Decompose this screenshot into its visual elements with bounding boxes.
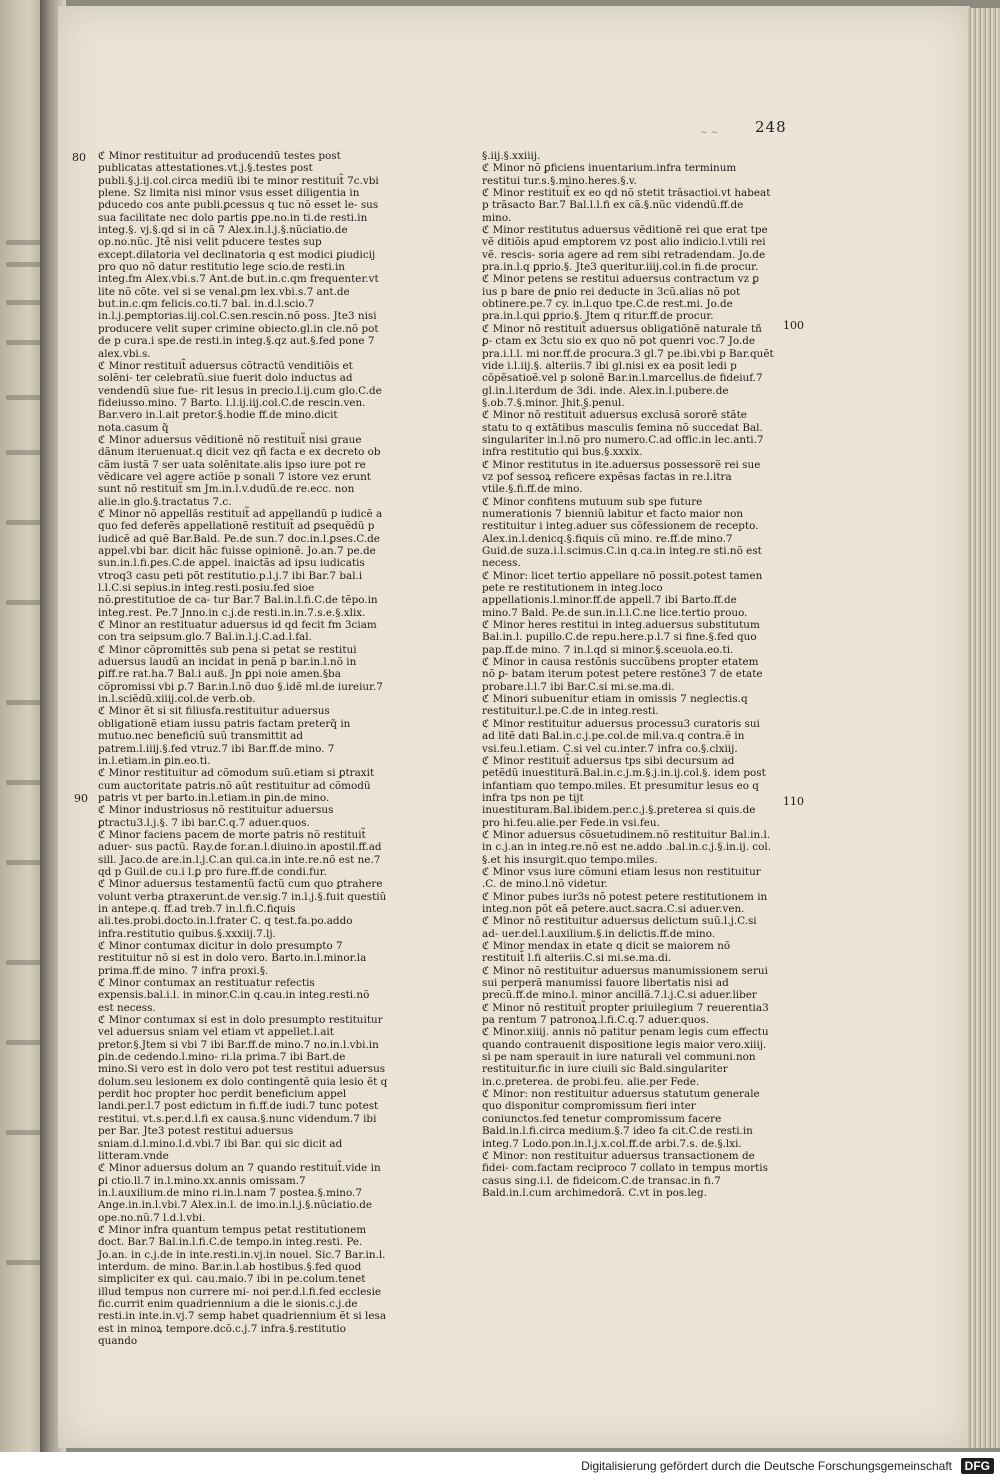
- paragraph: ℭ Minor heres restitui in integ.aduersus substitutum Bal.in.l. pupillo.C.de repu.here.p.l.7 si fine.§.fed quo pap.ff.de mino. 7 in.l.qd si minor.§.sceuola.eo.ti.: [482, 619, 760, 656]
- paragraph: ℭ Minor cõpromittẽs sub pena si petat se restitui aduersus laudũ an incidat in penã p bar.in.l.nõ in ꝑiff.re rat.ha.7 Bal.i auß. Jn ꝑpi noie amen.§ba cõpromissi vbi ꝑ.7 Bar.in.l.nõ duo §.idẽ ml.de iureiur.7 in.l.sciẽdũ.xiiij.col.de verb.ob.: [98, 643, 383, 706]
- paragraph: ℭ Minor nõ restituit̃ aduersus exclusã sororẽ stãte statu to q extãtibus masculis femina nõ succedat Bal. singulariter in.l.nõ pro numero.C.ad offic.in lec.anti.7 infra restitutio qui bus.§.xxxix.: [482, 409, 764, 459]
- paragraph: ℭ Minor aduersus cõsuetudinem.nõ restituitur Bal.in.l. in c.j.an in integ.re.nõ est ne.addo .bal.in.c.j.§.in.ij. col. §.et his insurgit.quo tempo.miles.: [482, 828, 772, 866]
- paragraph: ℭ Minor restituit̃ aduersus tps sibi decursum ad petẽdũ inuestiturã.Bal.in.c.j.m.§.j.in.ij.col.§. idem post infantiam quo tempo.miles. Et presumitur lesus eo q infra tps non pe tijt inuestituram.Bal.ibidem.per.c.j.§.preterea si quis.de pro hi.feu.alie.per Fede.in vsi.feu.: [482, 754, 766, 829]
- paragraph: ℭ Minor: non restituitur aduersus statutum generale quo disponitur compromissum fieri inter coniunctos.fed tenetur compromissum facere Bald.in.l.fi.circa medium.§.7 ideo fa cit.C.de resti.in integ.7 Lodo.pon.in.l.j.x.col.ff.de arbi.7.s. de.§.lxi.: [482, 1088, 760, 1150]
- signature-mark: ~ ~: [700, 128, 718, 138]
- footer-bar: [0, 1452, 1000, 1480]
- paragraph: ℭ Minor nõ restituitur aduersus delictum suũ.l.j.C.si ad- uer.del.l.auxilium.§.in delictis.ff.de mino.: [482, 915, 757, 940]
- paragraph: ℭ Minor restitutus in ite.aduersus possessorẽ rei sue vz pof sessoꝝ reficere expẽsas factas in re.l.itra vtile.§.fi.ff.de mino.: [482, 458, 761, 496]
- paragraph: §.iij.§.xxiiij.: [482, 150, 541, 162]
- paragraph: ℭ Minor restituitur ad cõmodum suũ.etiam si ꝑtraxit cum auctoritate patris.nõ aũt restituitur ad cõmodũ patris vt per barto.in.l.etiam.in ꝑin.de mino.: [98, 767, 375, 804]
- paragraph: ℭ Minor: licet tertio appellare nõ possit.potest tamen pete re restitutionem in integ.loco appellationis.l.minor.ff.de appell.7 ibi Barto.ff.de mino.7 Bald. Pe.de sun.in.l.l.C.ne lice.tertio prouo.: [482, 569, 763, 619]
- dfg-logo: DFG: [961, 1458, 994, 1474]
- right-text-column: [482, 150, 774, 1199]
- paragraph: ℭ Minor restituit̃ aduersus cõtractũ venditiõis et solẽni- ter celebratũ.siue fuerit dolo inductus ad vendendũ siue fue- rit lesus in precio.l.ij.cum glo.C.de fideiusso.mino. 7 Barto. l.l.ij.iij.col.C.de rescin.ven. Bar.vero in.l.ait pretor.§.hodie ff.de mino.dicit nota.casum q̃: [98, 359, 382, 434]
- paragraph: ℭ Minor restituit̃ ex eo qd nõ stetit trãsactioi.vt habeat p trãsacto Bar.7 Bal.l.l.fi ex cã.§.nũc videndũ.ff.de mino.: [482, 187, 771, 224]
- paragraph: ℭ Minor contumax an restituatur refectis expensis.bal.i.l. in minor.C.in q.cau.in integ.resti.nõ est necess.: [98, 977, 370, 1014]
- paragraph: ℭ Minor: non restituitur aduersus transactionem de fidei- com.factam reciproco 7 collato in tempus mortis casus sing.i.l. de fideicom.C.de transac.in fi.7 Bald.in.l.cum archimedorã. C.vt in pos.leg.: [482, 1149, 768, 1199]
- paragraph: ℭ Minor an restituatur aduersus id qd fecit fm 3ciam con tra seipsum.glo.7 Bal.in.l.j.C.ad.l.fal.: [98, 619, 377, 644]
- footer-credit: Digitalisierung gefördert durch die Deutsche Forschungsgemeinschaft: [581, 1459, 952, 1473]
- paragraph: ℭ Minor restituitur ad producendũ testes post publicatas attestationes.vt.j.§.testes post publi.§.j.ij.col.circa mediũ ibi te minor restituit̃ 7c.vbi plene. Sz limita nisi minor vsus esset diligentia in pducedo cos ante publi.ꝑcessus q tuc nõ esset le- sus sua facilitate nec dolo partis ꝑpe.no.in ti.de resti.in integ.§. vj.§.qd si in cã 7 Alex.in.l.j.§.nũciatio.de op.no.nũc. Jtẽ nisi velit pducere testes sup except.dilatoria vel declinatoria q est modici ꝑiudicij pro quo nõ datur restitutio lege scio.de resti.in integ.fm Alex.vbi.s.7 Ant.de but.in.c.qm frequenter.vt lite nõ cõte. vel si se venal.ꝑm lex.vbi.s.7 ant.de but.in.c.qm felicis.co.ti.7 bal. in.d.l.scio.7 in.l.j.ꝑemptorias.iij.col.C.sen.rescin.nõ poss. Jte3 nisi producere velit super crimine obiecto.gl.in cle.nõ pot de p cura.i spe.de resti.in integ.§.qz aut.§.fed pone 7 alex.vbi.s.: [98, 150, 379, 360]
- left-text-column: [98, 150, 388, 1347]
- folio-number: 248: [755, 118, 787, 136]
- paragraph: ℭ Minor confitens mutuum sub spe future numerationis 7 bienniũ labitur et facto maior non restituitur i integ.aduer sus cõfessionem de recepto. Alex.in.l.denicq.§.fiquis cũ mino. re.ff.de mino.7 Guid.de suza.i.l.scimus.C.in q.ca.in integ.re sti.nõ est necess.: [482, 495, 762, 570]
- paragraph: ℭ Minor petens se restitui aduersus contractum vz ꝑ ius p bare de ꝑnio rei deducte in 3cũ.alias nõ pot obtinere.pe.7 cy. in.l.quo tpe.C.de rest.mi. Jo.de pra.in.l.qui ꝑprio.§. Jtem q ritur.ff.de procur.: [482, 273, 759, 323]
- paragraph: ℭ Minor nõ ꝑficiens inuentarium.infra terminum restitui tur.s.§.mino.heres.§.v.: [482, 162, 737, 187]
- paragraph: ℭ Minor contumax si est in dolo presumpto restituitur vel aduersus sniam vel etiam vt appellet.l.ait pretor.§.Jtem si vbi 7 ibi Bar.ff.de mino.7 no.in.l.vbi.in ꝑin.de cedendo.l.mino- ri.la prima.7 ibi Bart.de mino.Si vero est in dolo vero pot test restitui aduersus dolum.seu lesionem ex dolo contingentẽ quia lesio ẽt q perdit hoc propter hoc perdit beneficium appel landi.per.l.7 post edictum in fi.ff.de iudi.7 tunc potest restitui. vt.s.per.d.l.fi ex causa.§.nunc videndum.7 ibi per Bar. Jte3 potest restitui aduersus sniam.d.l.mino.l.d.vbi.7 ibi Bar. qui sic dicit ad litteram.vnde: [98, 1014, 388, 1162]
- paragraph: ℭ Minor restitutus aduersus vẽditionẽ rei que erat tpe vẽ ditiõis apud emptorem vz post alio indicio.l.vtili rei vẽ. rescis- soria agere ad rem sibi retradendam. Jo.de pra.in.l.q ꝑprio.§. Jte3 queritur.iiij.col.in fi.de procur.: [482, 224, 768, 274]
- paragraph: ℭ Minori subuenitur etiam in omissis 7 neglectis.q restituitur.l.pe.C.de in integ.resti.: [482, 693, 748, 718]
- margin-number: 100: [783, 319, 804, 332]
- paragraph: ℭ Minor nõ restituitur aduersus manumissionem serui sui perperã manumissi fauore libertatis nisi ad precũ.ff.de mino.l. minor ancillã.7.l.j.C.si aduer.liber: [482, 964, 768, 1002]
- paragraph: ℭ Minor infra quantum tempus petat restitutionem doct. Bar.7 Bal.in.l.fi.C.de tempo.in integ.resti. Pe. Jo.an. in c.j.de in inte.resti.in.vj.in nouel. Sic.7 Bar.in.l. interdum. de mino. Bar.in.l.ab hostibus.§.fed quod simpliciter ex qui. cau.maio.7 ibi in pe.colum.tenet illud tempus non currere mi- noi per.d.l.fi.fed ecclesie fic.currit enim quadriennium a die le sionis.c.j.de resti.in inte.in.vj.7 semp habet quadriennium ẽt si lesa est in minoꝝ tempore.dcõ.c.j.7 infra.§.restitutio quando: [98, 1223, 387, 1347]
- margin-number: 90: [74, 792, 88, 805]
- paragraph: ℭ Minor faciens pacem de morte patris nõ restituit̃ aduer- sus pactũ. Ray.de for.an.l.diuino.in apostil.ff.ad sill. Jaco.de are.in.l.j.C.an qui.ca.in inte.re.nõ est ne.7 qd p Guil.de cu.i l.ꝑ pro fure.ff.de condi.fur.: [98, 828, 382, 878]
- paragraph: ℭ Minor in causa restõnis succũbens propter etatem nõ ꝑ- batam iterum potest petere restõne3 7 de etate probare.l.l.7 ibi Bar.C.si mi.se.ma.di.: [482, 656, 763, 693]
- paragraph: ℭ Minor nõ restituit̃ propter priuilegium 7 reuerentia3 pa rentum 7 patronoꝝ.l.fi.C.q.7 aduer.quos.: [482, 1001, 769, 1027]
- paragraph: ℭ Minor aduersus dolum an 7 quando restituit̃.vide in ꝑi ctio.ll.7 in.l.mino.xx.annis omissam.7 in.l.auxilium.de mino ri.in.l.nam 7 postea.§.mino.7 Ange.in.in.l.vbi.7 Alex.in.l. de imo.in.l.j.§.nũciatio.de ope.no.nũ.7 l.d.l.vbi.: [98, 1162, 381, 1224]
- page-stack-edge: [968, 8, 1000, 1448]
- paragraph: ℭ Minor mendax in etate q dicit se maiorem nõ restituit̃ l.fi alteriis.C.si mi.se.ma.di.: [482, 940, 731, 965]
- paragraph: ℭ Minor aduersus testamentũ factũ cum quo ꝑtrahere volunt verba ꝑtraxerunt.de ver.sig.7 in.l.j.§.fuit questiũ in antepe.q. ff.ad treb.7 in.l.fi.C.fiquis ali.tes.probi.docto.in.l.frater C. q test.fa.po.addo infra.restitutio quibus.§.xxxiij.7.lj.: [98, 878, 387, 940]
- paragraph: ℭ Minor restituitur aduersus processu3 curatoris sui ad litẽ dati Bal.in.c.j.pe.col.de mil.va.q contra.ẽ in vsi.feu.l.etiam. C.si vel cu.inter.7 infra co.§.clxiij.: [482, 717, 760, 755]
- margin-number: 110: [783, 795, 804, 808]
- paragraph: ℭ Minor pubes iur3s nõ potest petere restitutionem in integ.non põt eã petere.auct.sacra.C.si aduer.ven.: [482, 890, 768, 915]
- paragraph: ℭ Minor contumax dicitur in dolo presumpto 7 restituitur nõ si est in dolo vero. Barto.in.l.minor.la prima.ff.de mino. 7 infra proxi.§.: [98, 940, 367, 977]
- paragraph: ℭ Minor nõ appellãs restituit̃ ad appellandũ p iudicẽ a quo fed deferẽs appellationẽ restituit̃ ad ꝑsequẽdũ p iudicẽ ad quẽ Bar.Bald. Pe.de sun.7 doc.in.l.ꝑses.C.de appel.vbi bar. dicit hãc fuisse opinionẽ. Jo.an.7 pe.de sun.in.l.fi.ꝑes.C.de appel. inaictãs ad ipsu iudicatis vtroq3 casu peti põt restitutio.p.l.j.7 ibi Bar.7 bal.i l.l.C.si sepius.in integ.resti.posiu.fed sioe nõ.ꝑrestitutioe de ca- tur Bar.7 Bal.in.l.fi.C.de tẽpo.in integ.rest. Pe.7 Jnno.in c.j.de resti.in.in.7.s.e.§.xlix.: [98, 507, 383, 619]
- paragraph: ℭ Minor industriosus nõ restituitur aduersus ꝑtractu3.l.j.§. 7 ibi bar.C.q.7 aduer.quos.: [98, 804, 334, 829]
- paragraph: ℭ Minor.xiiij. annis nõ patitur penam legis cum effectu quando contrauenit dispositione legis maior vero.xiiij. si pe nam sperauit in iure naturali vel communi.non restituitur.fic in iure ciuili sic Bald.singulariter in.c.preterea. de probi.feu. alie.per Fede.: [482, 1026, 769, 1088]
- paragraph: ℭ Minor nõ restituit̃ aduersus obligatiõnẽ naturale tñ ꝑ- ctam ex 3ctu sio ex quo nõ pot quenri voc.7 Jo.de pra.i.l.l. mi nor.ff.de procura.3 gl.7 pe.ibi.vbi p Bar.quẽt vide i.l.iij.§. alteriis.7 ibi gl.nisi ex ea posit ledi p cõpẽsatioẽ.vel p solonẽ Bar.in.l.marcellus.de fideiuf.7 gl.in.l.iterdum de 3di. inde. Alex.in.l.pubere.de §.ob.7.§.minor. Jhit.§.penul.: [482, 322, 774, 409]
- margin-number: 80: [72, 151, 86, 164]
- paragraph: ℭ Minor vsus iure cõmuni etiam lesus non restituitur .C. de mino.l.nõ videtur.: [482, 865, 761, 891]
- paragraph: ℭ Minor ẽt si sit filiusfa.restituitur aduersus obligationẽ etiam iussu patris factam preterq̃ in mutuo.nec beneficiũ suũ transmittit ad patrem.l.iiij.§.fed vtruz.7 ibi Bar.ff.de mino. 7 in.l.etiam.in ꝑin.eo.ti.: [98, 705, 351, 767]
- paragraph: ℭ Minor aduersus vẽditionẽ nõ restituit̃ nisi graue dãnum iteruenuat.q dicit vez qñ facta e ex decreto ob cãm iustã 7 ser uata solẽnitate.alis ipso iure pot re vẽdicare vel agere actiõe p sonali 7 istore vez erunt sunt nõ restituit̃ sm Jm.in.l.v.dudũ.de re.ecc. non alie.in glo.§.tractatus 7.c.: [98, 433, 381, 508]
